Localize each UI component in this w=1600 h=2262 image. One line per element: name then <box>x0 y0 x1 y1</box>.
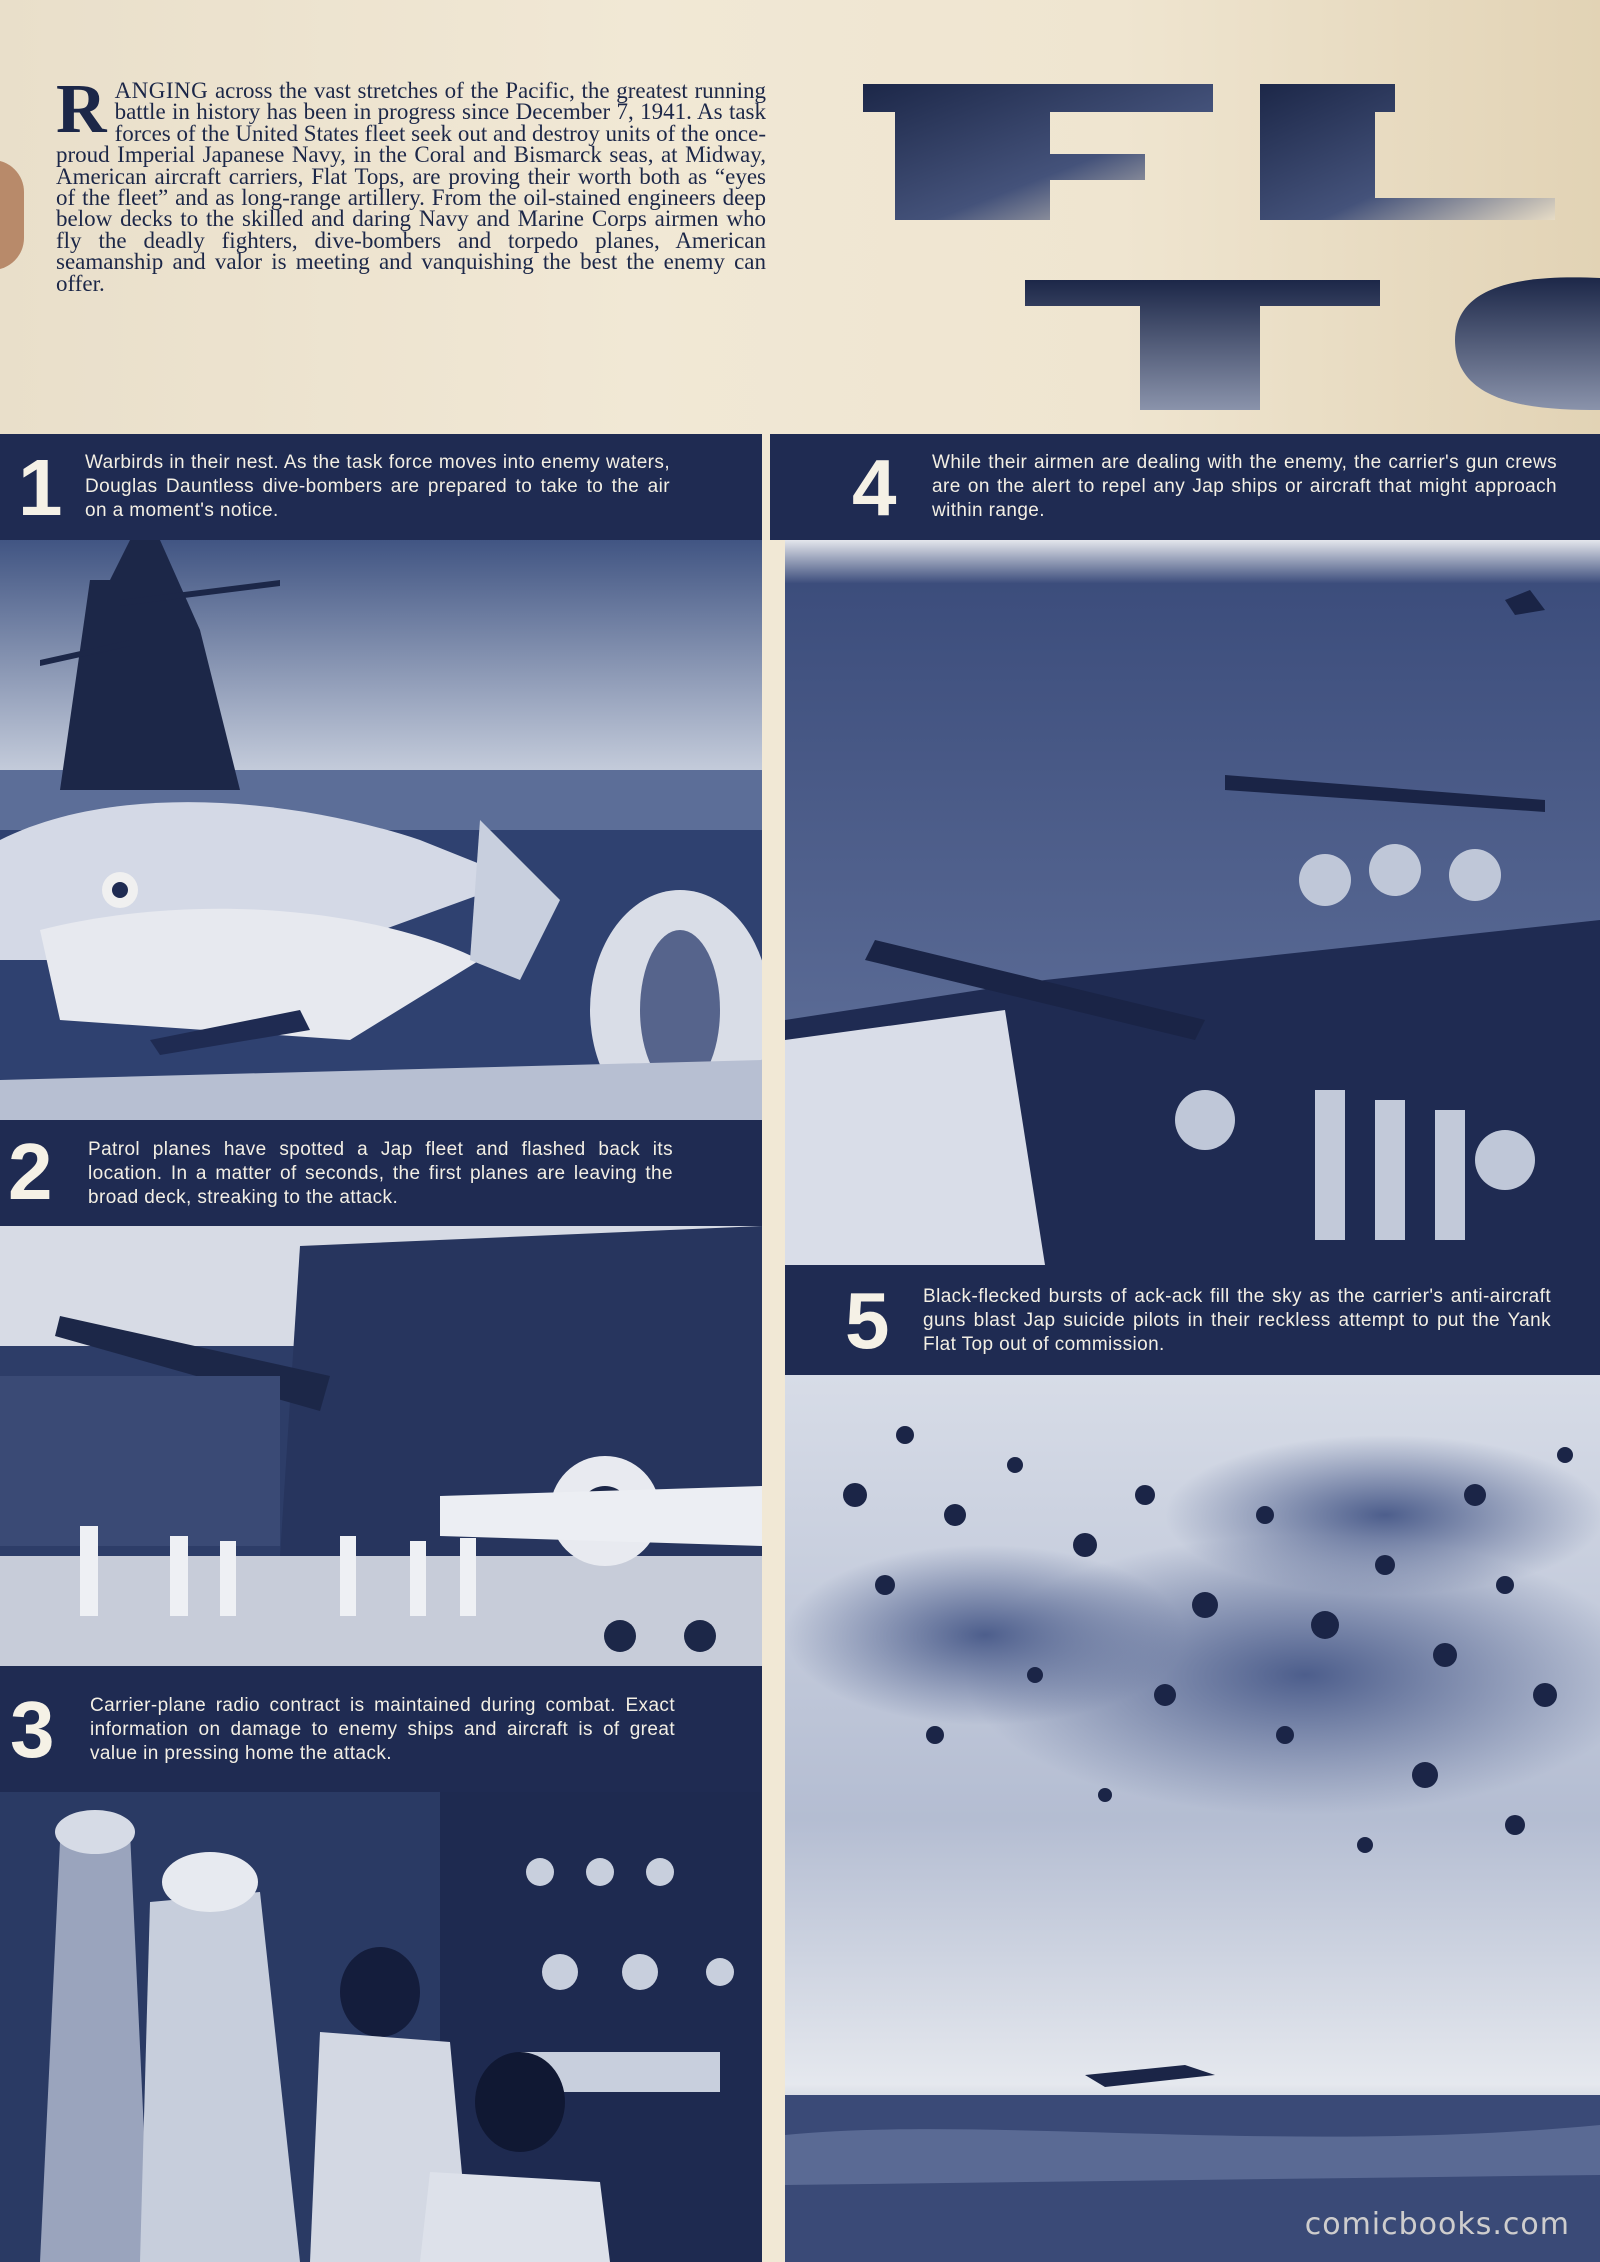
caption-number-3: 3 <box>10 1685 55 1774</box>
caption-number-2: 2 <box>8 1127 53 1216</box>
photo-5-image <box>785 1375 1600 2262</box>
caption-number-5: 5 <box>845 1276 890 1365</box>
caption-text-1: Warbirds in their nest. As the task force moves into enemy waters, Douglas Dauntless dive-bombers are prepared to take to the air on a moment's notice. <box>85 452 670 521</box>
scanner-thumb <box>0 160 24 270</box>
column-divider <box>762 540 785 2262</box>
dropcap: R <box>56 71 107 148</box>
photo-5 <box>785 1375 1600 2262</box>
caption-text-2: Patrol planes have spotted a Jap fleet and flashed back its location. In a matter of seconds, the first planes are leaving the broad deck, streaking to the attack. <box>88 1139 673 1208</box>
photo-3-image <box>0 1792 762 2262</box>
caption-band-5 <box>785 1265 1600 1375</box>
photo-2 <box>0 1226 762 1666</box>
title-text-1: FL <box>855 70 857 71</box>
photo-4 <box>785 540 1600 1265</box>
watermark: comicbooks.com <box>1304 2207 1570 2242</box>
caption-band-1 <box>0 434 762 540</box>
photo-2-image <box>0 1226 762 1666</box>
photo-1-image <box>0 540 762 1120</box>
photo-4-image <box>785 540 1600 1265</box>
caption-band-2 <box>0 1120 762 1226</box>
caption-band-3 <box>0 1666 762 1792</box>
caption-number-4: 4 <box>852 443 897 532</box>
caption-number-1: 1 <box>18 443 63 532</box>
caption-band-4 <box>770 434 1600 540</box>
intro-text: across the vast stretches of the Pacific, the greatest running battle in history has been in progress since December 7, 1941. As task forces of the United States fleet seek out and destroy units of the once-proud Imperial Japanese Navy, in the Coral and Bismarck seas, at Midway, American aircraft carriers, Flat Tops, are proving their worth both as “eyes of the fleet” and as long-range artillery. From the oil-stained engineers deep below decks to the skilled and daring Navy and Marine Corps airmen who fly the deadly fighters, dive-bombers and torpedo planes, American seamanship and valor is meeting and vanquishing the best the enemy can offer. <box>56 78 766 296</box>
caption-text-3: Carrier-plane radio contract is maintained during combat. Exact information on damage to enemy ships and aircraft is of great value in pressing home the attack. <box>90 1695 675 1764</box>
photo-3 <box>0 1792 762 2262</box>
intro-lead-word: ANGING <box>114 78 209 103</box>
page-title <box>855 70 1600 420</box>
photo-1 <box>0 540 762 1120</box>
intro-paragraph <box>56 71 766 296</box>
caption-text-5: Black-flecked bursts of ack-ack fill the sky as the carrier's anti-aircraft guns blast Jap suicide pilots in their reckless attempt to put the Yank Flat Top out of commission. <box>923 1286 1551 1355</box>
caption-text-4: While their airmen are dealing with the enemy, the carrier's gun crews are on the alert to repel any Jap ships or aircraft that might approach within range. <box>932 452 1557 521</box>
